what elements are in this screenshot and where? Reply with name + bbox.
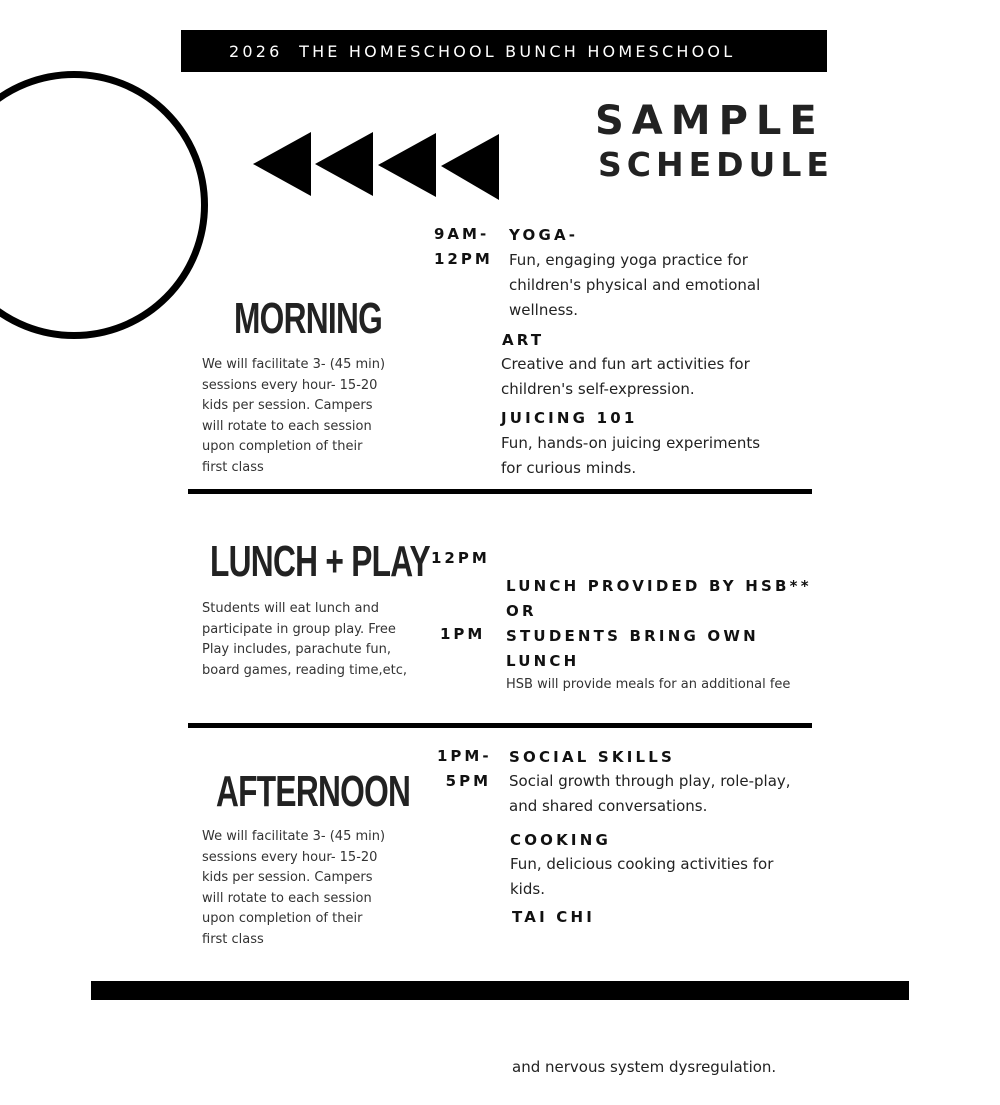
activity-art-title: ART (502, 331, 545, 349)
afternoon-time: 1PM- 5PM (437, 747, 492, 790)
lunch-time-start: 12PM (431, 549, 490, 567)
activity-cooking-desc: Fun, delicious cooking activities for kids. (510, 855, 774, 898)
activity-yoga-desc: Fun, engaging yoga practice for children's physical and emotional wellness. (509, 251, 761, 319)
activity-tai-chi-title: TAI CHI (512, 908, 596, 926)
arrow-decoration (252, 130, 502, 202)
activity-art-desc: Creative and fun art activities for children's self-expression. (501, 355, 750, 398)
triangle-left-icon (253, 132, 311, 196)
lunch-title: LUNCH + PLAY (210, 537, 430, 586)
activity-juicing-desc: Fun, hands-on juicing experiments for curious minds. (501, 434, 761, 477)
activity-juicing-title: JUICING 101 (501, 409, 638, 427)
section-divider (188, 489, 812, 494)
afternoon-title: AFTERNOON (216, 767, 411, 816)
activity-yoga-title: YOGA- (509, 226, 579, 244)
triangle-left-icon (378, 133, 436, 197)
circle-decoration (0, 71, 208, 339)
lunch-description: Students will eat lunch and participate in group play. Free Play includes, parachute fun, board games, reading time,etc, (202, 601, 407, 678)
section-divider (188, 723, 812, 728)
bottom-bar (91, 981, 909, 1000)
activity-tai-chi-desc: and nervous system dysregulation. (512, 1058, 777, 1076)
morning-time: 9AM- 12PM (434, 225, 493, 268)
activity-cooking-title: COOKING (510, 831, 611, 849)
lunch-options: LUNCH PROVIDED BY HSB** OR STUDENTS BRING OWN LUNCH (506, 577, 812, 670)
afternoon-description: We will facilitate 3- (45 min) sessions every hour- 15-20 kids per session. Campers will rotate to each session upon completion of their first class (202, 829, 386, 947)
morning-description: We will facilitate 3- (45 min) sessions every hour- 15-20 kids per session. Campers will rotate to each session upon completion of their first class (202, 357, 386, 475)
triangle-left-icon (441, 134, 499, 200)
page-title-line2: SCHEDULE (598, 145, 834, 184)
morning-title: MORNING (234, 294, 383, 343)
triangle-left-icon (315, 132, 373, 196)
lunch-note: HSB will provide meals for an additional fee (506, 677, 791, 692)
lunch-time-end: 1PM (440, 625, 486, 643)
activity-social-skills-desc: Social growth through play, role-play, and shared conversations. (509, 772, 791, 815)
top-banner: 2026 THE HOMESCHOOL BUNCH HOMESCHOOL (181, 30, 827, 72)
page-title-line1: SAMPLE (595, 98, 825, 144)
activity-social-skills-title: SOCIAL SKILLS (509, 748, 676, 766)
